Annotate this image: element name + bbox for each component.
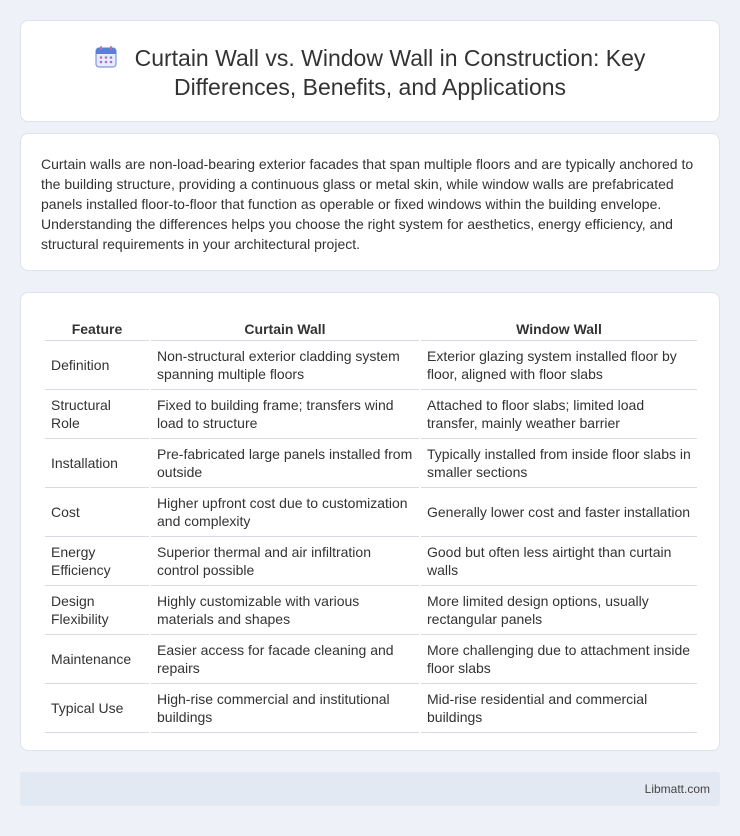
window-wall-cell: Generally lower cost and faster installation — [421, 488, 697, 537]
comparison-table — [43, 315, 699, 733]
comparison-table-card — [20, 292, 720, 751]
intro-paragraph: Curtain walls are non-load-bearing exterior facades that span multiple floors and are typically anchored to the building structure, providing a continuous glass or metal skin, while window walls are prefabricated panels installed floor-to-floor that function as operable or fixed windows within the building envelope. Understanding the differences helps you choose the right system for aesthetics, energy efficiency, and structural requirements in your architectural project. — [41, 156, 694, 252]
title-wrap — [61, 44, 679, 102]
window-wall-cell: Mid-rise residential and commercial buildings — [421, 684, 697, 733]
curtain-wall-cell: Higher upfront cost due to customization and complexity — [151, 488, 419, 537]
feature-cell: Maintenance — [45, 635, 149, 684]
feature-cell: Typical Use — [45, 684, 149, 733]
curtain-wall-cell: Non-structural exterior cladding system spanning multiple floors — [151, 341, 419, 390]
window-wall-cell: Attached to floor slabs; limited load transfer, mainly weather barrier — [421, 390, 697, 439]
curtain-wall-cell: Highly customizable with various materials and shapes — [151, 586, 419, 635]
feature-cell: Energy Efficiency — [45, 537, 149, 586]
window-wall-cell: Good but often less airtight than curtain walls — [421, 537, 697, 586]
table-row — [45, 439, 697, 488]
footer-bar — [20, 772, 720, 806]
intro-card — [20, 133, 720, 271]
table-row — [45, 390, 697, 439]
header-feature: Feature — [45, 315, 149, 341]
table-row — [45, 586, 697, 635]
feature-cell: Structural Role — [45, 390, 149, 439]
title-card — [20, 20, 720, 122]
feature-cell: Definition — [45, 341, 149, 390]
footer-brand-link[interactable]: Libmatt.com — [644, 782, 710, 796]
curtain-wall-cell: High-rise commercial and institutional buildings — [151, 684, 419, 733]
window-wall-cell: More limited design options, usually rectangular panels — [421, 586, 697, 635]
feature-cell: Installation — [45, 439, 149, 488]
window-wall-cell: More challenging due to attachment inside floor slabs — [421, 635, 697, 684]
header-window-wall: Window Wall — [421, 315, 697, 341]
table-row — [45, 488, 697, 537]
table-row — [45, 537, 697, 586]
table-header-row — [45, 315, 697, 341]
table-row — [45, 341, 697, 390]
feature-cell: Design Flexibility — [45, 586, 149, 635]
table-row — [45, 684, 697, 733]
window-wall-cell: Exterior glazing system installed floor by floor, aligned with floor slabs — [421, 341, 697, 390]
header-curtain-wall: Curtain Wall — [151, 315, 419, 341]
page-title-text: Curtain Wall vs. Window Wall in Construction: Key Differences, Benefits, and Applications — [134, 45, 646, 100]
window-wall-cell: Typically installed from inside floor slabs in smaller sections — [421, 439, 697, 488]
feature-cell: Cost — [45, 488, 149, 537]
curtain-wall-cell: Pre-fabricated large panels installed from outside — [151, 439, 419, 488]
curtain-wall-cell: Fixed to building frame; transfers wind load to structure — [151, 390, 419, 439]
page-title — [61, 44, 679, 102]
calendar-icon — [95, 46, 117, 68]
table-row — [45, 635, 697, 684]
curtain-wall-cell: Easier access for facade cleaning and repairs — [151, 635, 419, 684]
curtain-wall-cell: Superior thermal and air infiltration control possible — [151, 537, 419, 586]
